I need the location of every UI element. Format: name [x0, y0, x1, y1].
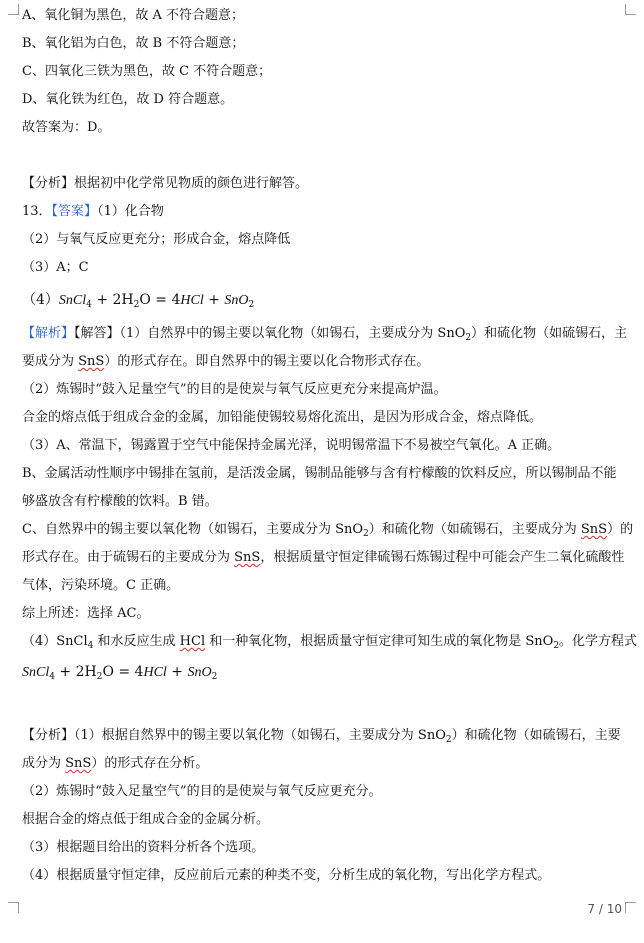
- solution-subtag: 【解答】: [74, 326, 120, 341]
- formula-subscript: 2: [133, 300, 140, 310]
- solution-text: ）的: [607, 522, 634, 537]
- option-d-line: D、氧化铁为红色，故 D 符合题意。: [22, 92, 234, 107]
- formula-text: O = 4: [102, 664, 144, 680]
- analysis-tag: 【分析】: [22, 728, 75, 743]
- formula-sno: SnO: [224, 293, 249, 308]
- formula-sno: SnO: [187, 665, 212, 680]
- formula-text: + 2H: [91, 292, 134, 308]
- solution-line-9: [22, 550, 624, 566]
- solution-line-3: （2）炼锡时“鼓入足量空气”的目的是使炭与氧气反应更充分来提高炉温。: [22, 382, 447, 397]
- analysis-text: （1）根据自然界中的锡主要以氧化物（如锡石，主要成分为 SnO: [74, 728, 446, 743]
- spellcheck-word: SnS: [234, 550, 261, 565]
- spellcheck-word: SnS: [78, 354, 105, 369]
- subscript: 2: [465, 333, 472, 343]
- formula-text: + 2H: [54, 664, 97, 680]
- solution-line-6: B、金属活动性顺序中锡排在氢前，是活泼金属，锡制品能够与含有柠檬酸的饮料反应，所以锡制品不能: [22, 466, 617, 481]
- solution-line-5: （3）A、常温下，锡露置于空气中能保持金属光泽，说明锡常温下不易被空气氧化。A 正确。: [22, 438, 561, 453]
- answer-tag: 【答案】: [51, 204, 98, 219]
- formula-subscript: 2: [96, 672, 103, 682]
- answer-part-4-label: （4）: [22, 292, 59, 308]
- formula-sncl: SnCl: [22, 665, 50, 680]
- solution-text: 。化学方程式: [559, 634, 638, 649]
- solution-text: 形式存在。由于硫锡石的主要成分为: [22, 550, 235, 565]
- analysis-block-line-4: 根据合金的熔点低于组成合金的金属分析。: [22, 812, 270, 827]
- analysis-text: 成分为: [22, 756, 66, 771]
- solution-line-4: 合金的熔点低于组成合金的金属，加铅能使锡较易熔化流出，是因为形成合金，熔点降低。: [22, 410, 543, 425]
- spellcheck-word: SnS: [580, 522, 608, 537]
- answer-part-2: （2）与氧气反应更充分；形成合金，熔点降低: [22, 232, 291, 247]
- solution-text: C、自然界中的锡主要以氧化物（如锡石，主要成分为 SnO: [22, 522, 364, 537]
- solution-line-2: [22, 354, 429, 370]
- solution-line-12: [22, 634, 637, 654]
- answer-line: 故答案为：D。: [22, 120, 111, 135]
- solution-line-11: 综上所述：选择 AC。: [22, 606, 150, 621]
- solution-tag: 【解析】: [22, 326, 75, 341]
- spellcheck-word: SnS: [65, 756, 92, 771]
- analysis-block-line-5: （3）根据题目给出的资料分析各个选项。: [22, 840, 265, 855]
- crop-mark: [8, 4, 19, 15]
- crop-mark: [625, 4, 636, 15]
- solution-text: ，根据质量守恒定律硫锡石炼锡过程中可能会产生二氧化硫酸性: [260, 550, 625, 565]
- option-c-line: C、四氧化三铁为黑色，故 C 不符合题意；: [22, 64, 272, 79]
- formula-subscript: 2: [248, 300, 255, 310]
- solution-text: （1）自然界中的锡主要以氧化物（如锡石，主要成分为 SnO: [119, 326, 466, 341]
- formula-text: +: [166, 664, 188, 680]
- solution-line-1: [22, 326, 627, 346]
- crop-mark: [8, 902, 19, 913]
- solution-line-7: 够盛放含有柠檬酸的饮料。B 错。: [22, 494, 218, 509]
- analysis-block-line-3: （2）炼锡时“鼓入足量空气”的目的是使炭与氧气反应更充分。: [22, 784, 382, 799]
- analysis-line: [22, 176, 308, 192]
- formula-subscript: 4: [86, 300, 92, 310]
- formula-hcl: HCl: [180, 293, 204, 308]
- formula-sncl: SnCl: [58, 293, 87, 308]
- subscript: 2: [553, 641, 560, 651]
- formula-subscript: 2: [211, 672, 218, 682]
- analysis-tag: 【分析】: [22, 176, 75, 191]
- solution-text: ）和硫化物（如硫锡石，主: [471, 326, 628, 341]
- solution-text: （4）SnCl: [22, 634, 88, 649]
- formula-subscript: 4: [49, 672, 55, 682]
- subscript: 4: [87, 641, 94, 651]
- formula-hcl: HCl: [143, 665, 167, 680]
- question-number: 13．: [22, 204, 52, 219]
- solution-text: ）和硫化物（如硫锡石，主要成分为: [368, 522, 581, 537]
- question-13-header: [22, 204, 164, 220]
- analysis-block-line-6: （4）根据质量守恒定律，反应前后元素的种类不变，分析生成的氧化物，写出化学方程式。: [22, 868, 551, 883]
- analysis-block-line-2: [22, 756, 208, 772]
- solution-text: 要成分为: [22, 354, 79, 369]
- page-number: 7 / 10: [587, 902, 622, 916]
- answer-part-3: （3）A；C: [22, 260, 89, 275]
- solution-text: ）的形式存在。即自然界中的锡主要以化合物形式存在。: [104, 354, 430, 369]
- analysis-text: 根据初中化学常见物质的颜色进行解答。: [74, 176, 309, 191]
- subscript: 2: [445, 735, 452, 745]
- solution-line-8: [22, 522, 633, 542]
- spellcheck-word: HCl: [179, 634, 206, 649]
- analysis-text: ）和硫化物（如硫锡石，主要: [451, 728, 621, 743]
- solution-line-10: 气体，污染环境。C 正确。: [22, 578, 180, 593]
- option-a-line: A、氧化铜为黑色，故 A 不符合题意；: [22, 8, 245, 23]
- crop-mark: [625, 902, 636, 913]
- answer-part-1: （1）化合物: [97, 204, 164, 219]
- option-b-line: B、氧化铝为白色，故 B 不符合题意；: [22, 36, 245, 51]
- analysis-block-line-1: [22, 728, 621, 748]
- subscript: 2: [363, 529, 369, 539]
- formula-text: +: [203, 292, 225, 308]
- solution-text: 和一种氧化物，根据质量守恒定律可知生成的氧化物是 SnO: [205, 634, 554, 649]
- solution-formula: [22, 664, 217, 685]
- answer-part-4: [22, 292, 254, 313]
- formula-text: O = 4: [139, 292, 181, 308]
- solution-text: 和水反应生成: [93, 634, 180, 649]
- analysis-text: ）的形式存在分析。: [91, 756, 209, 771]
